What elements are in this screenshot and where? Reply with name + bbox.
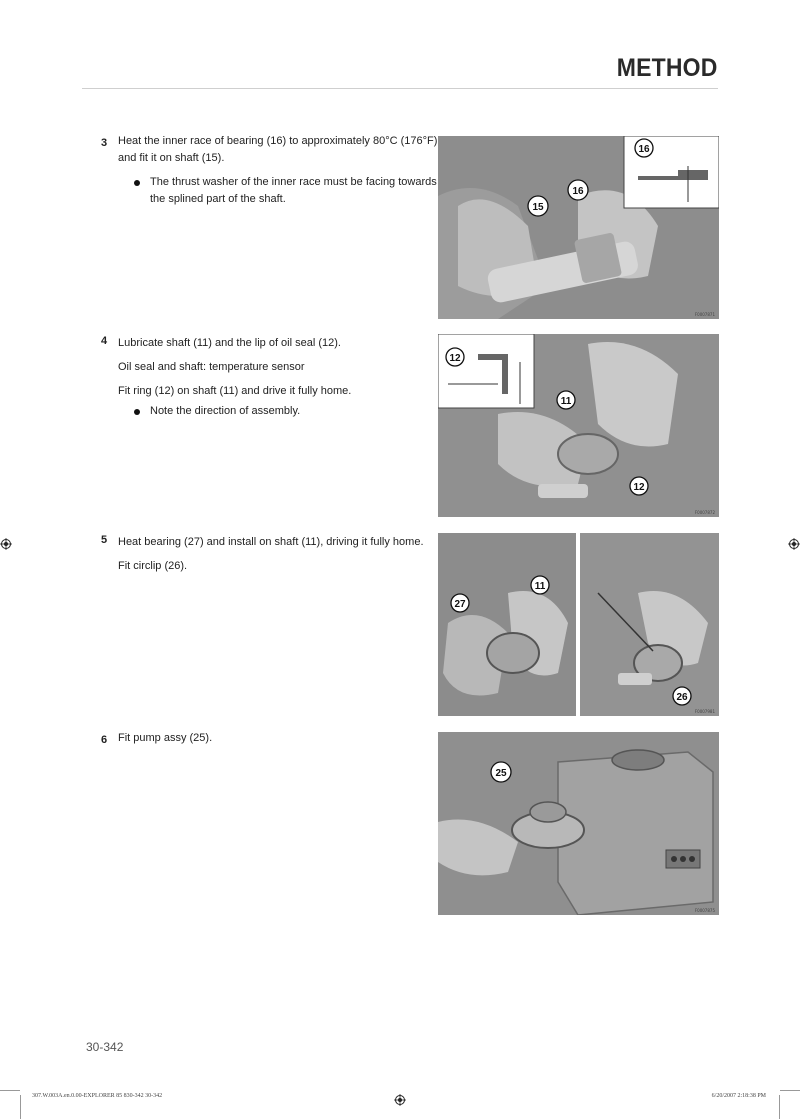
page-title: METHOD bbox=[617, 54, 718, 82]
page-number: 30-342 bbox=[86, 1040, 124, 1054]
callout-label: 11 bbox=[534, 581, 546, 592]
callout-label: 16 bbox=[638, 144, 650, 155]
bullet-icon bbox=[134, 180, 140, 186]
step-number: 3 bbox=[101, 137, 108, 149]
callout-label: 12 bbox=[449, 353, 461, 364]
step-line: Heat bearing (27) and install on shaft (11), driving it fully home. bbox=[118, 536, 424, 548]
registration-mark-right-icon bbox=[788, 538, 800, 550]
step-number: 6 bbox=[101, 734, 108, 746]
bullet-item bbox=[150, 403, 440, 420]
step-line: Fit pump assy (25). bbox=[118, 732, 213, 744]
step-5-text bbox=[118, 530, 438, 578]
step-line: Fit circlip (26). bbox=[118, 560, 188, 572]
step-line: Fit ring (12) on shaft (11) and drive it fully home. bbox=[118, 385, 352, 397]
step-line: and fit it on shaft (15). bbox=[118, 152, 225, 164]
crop-mark bbox=[0, 1090, 20, 1091]
header-divider bbox=[82, 88, 718, 89]
figure-step-4 bbox=[438, 334, 719, 517]
callout-label: 11 bbox=[560, 396, 572, 407]
callout-label: 26 bbox=[676, 692, 688, 703]
step-4-text bbox=[118, 331, 438, 403]
crop-mark bbox=[780, 1090, 800, 1091]
step-line: Oil seal and shaft: temperature sensor bbox=[118, 361, 305, 373]
crop-mark bbox=[779, 1095, 780, 1119]
figure-step-5 bbox=[438, 533, 719, 716]
figure-reference: F0007875 bbox=[694, 908, 715, 913]
crop-mark bbox=[20, 1095, 21, 1119]
registration-mark-bottom-icon bbox=[394, 1094, 406, 1106]
callout-label: 25 bbox=[495, 768, 507, 779]
bullet-line: the splined part of the shaft. bbox=[150, 193, 286, 205]
step-line: Heat the inner race of bearing (16) to approximately 80°C (176°F) bbox=[118, 135, 438, 147]
bullet-item bbox=[150, 174, 440, 208]
callout-label: 12 bbox=[633, 482, 645, 493]
bullet-line: The thrust washer of the inner race must be facing towards bbox=[150, 176, 437, 188]
step-line: Lubricate shaft (11) and the lip of oil seal (12). bbox=[118, 337, 341, 349]
step-6-text bbox=[118, 730, 438, 747]
callout-label: 27 bbox=[454, 599, 466, 610]
registration-mark-left-icon bbox=[0, 538, 12, 550]
figure-reference: F0007871 bbox=[694, 312, 715, 317]
callout-label: 15 bbox=[532, 202, 544, 213]
figure-step-3 bbox=[438, 136, 719, 319]
figure-reference: F0007872 bbox=[694, 510, 715, 515]
footer-timestamp: 6/20/2007 2:18:38 PM bbox=[711, 1093, 766, 1099]
callout-label: 16 bbox=[572, 186, 584, 197]
figure-reference: F0007981 bbox=[694, 709, 715, 714]
figure-step-6 bbox=[438, 732, 719, 915]
step-3-text bbox=[118, 133, 438, 167]
step-number: 5 bbox=[101, 534, 108, 546]
step-number: 4 bbox=[101, 335, 108, 347]
footer-file-info: 307.W.003A.en.0.00-EXPLORER 85 830-342 30-342 bbox=[32, 1093, 163, 1099]
bullet-line: Note the direction of assembly. bbox=[150, 405, 301, 417]
bullet-icon bbox=[134, 409, 140, 415]
